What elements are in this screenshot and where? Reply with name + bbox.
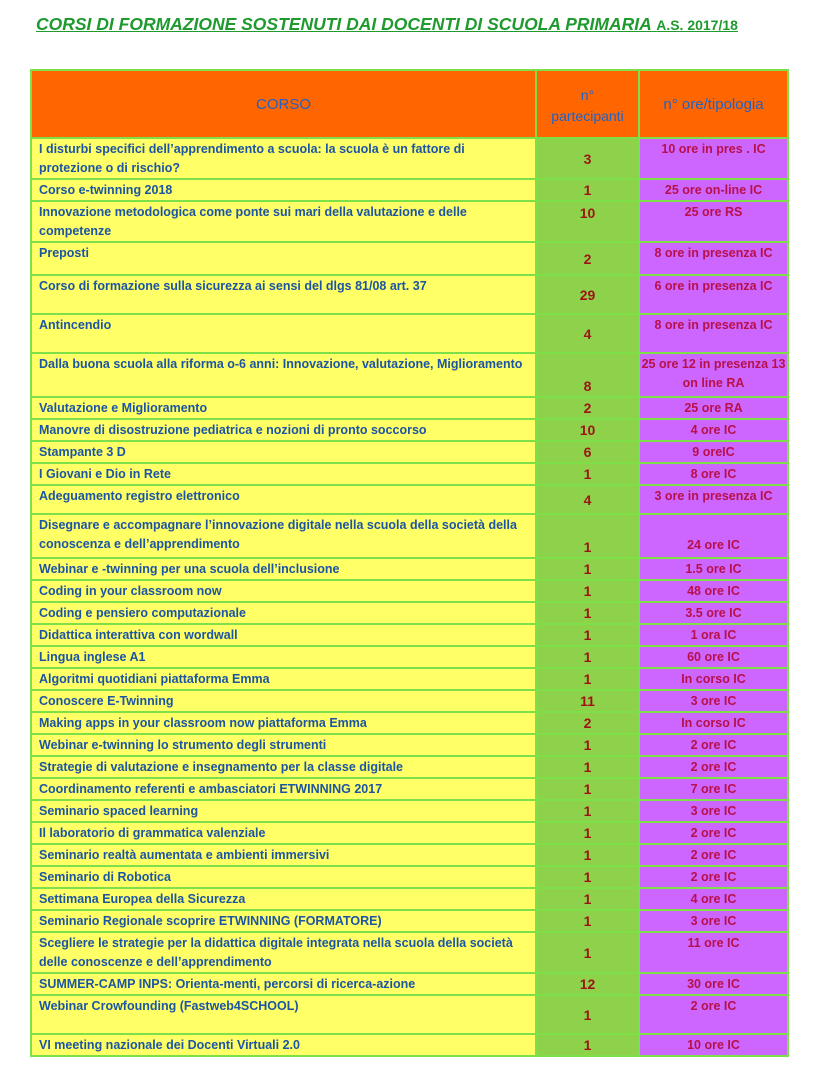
table-row: [31, 888, 788, 910]
participants-cell: 1: [536, 179, 639, 201]
course-cell: Corso di formazione sulla sicurezza ai sensi del dlgs 81/08 art. 37: [31, 275, 536, 314]
hours-cell: 8 ore IC: [639, 463, 788, 485]
table-body: [31, 138, 788, 1056]
course-cell: SUMMER-CAMP INPS: Orienta-menti, percorsi di ricerca-azione: [31, 973, 536, 995]
hours-cell: 25 ore RA: [639, 397, 788, 419]
participants-cell: 1: [536, 602, 639, 624]
table-row: [31, 712, 788, 734]
hours-cell: 8 ore in presenza IC: [639, 242, 788, 275]
course-cell: Valutazione e Miglioramento: [31, 397, 536, 419]
table-row: [31, 353, 788, 397]
course-cell: Disegnare e accompagnare l’innovazione digitale nella scuola della società della conoscenza e dell’apprendimento: [31, 514, 536, 558]
table-row: [31, 602, 788, 624]
hours-cell: 3 ore in presenza IC: [639, 485, 788, 514]
hours-cell: 3.5 ore IC: [639, 602, 788, 624]
table-row: [31, 558, 788, 580]
column-header-course: CORSO: [31, 70, 536, 138]
hours-cell: 4 ore IC: [639, 419, 788, 441]
hours-cell: 60 ore IC: [639, 646, 788, 668]
hours-cell: 6 ore in presenza IC: [639, 275, 788, 314]
table-header-row: [31, 70, 788, 138]
course-cell: Il laboratorio di grammatica valenziale: [31, 822, 536, 844]
course-cell: Conoscere E-Twinning: [31, 690, 536, 712]
course-cell: Scegliere le strategie per la didattica digitale integrata nella scuola della società delle conoscenze e dell’apprendimento: [31, 932, 536, 973]
table-row: [31, 734, 788, 756]
title-year: A.S. 2017/18: [656, 17, 738, 33]
course-cell: Webinar e -twinning per una scuola dell’inclusione: [31, 558, 536, 580]
table-row: [31, 397, 788, 419]
participants-cell: 1: [536, 580, 639, 602]
table-row: [31, 932, 788, 973]
course-cell: Webinar Crowfounding (Fastweb4SCHOOL): [31, 995, 536, 1034]
hours-cell: 2 ore IC: [639, 756, 788, 778]
course-cell: VI meeting nazionale dei Docenti Virtuali 2.0: [31, 1034, 536, 1056]
table-row: [31, 242, 788, 275]
participants-cell: 29: [536, 275, 639, 314]
participants-cell: 1: [536, 778, 639, 800]
table-row: [31, 441, 788, 463]
participants-cell: 1: [536, 514, 639, 558]
participants-cell: 2: [536, 397, 639, 419]
table-row: [31, 910, 788, 932]
table-row: [31, 138, 788, 179]
course-cell: Manovre di disostruzione pediatrica e nozioni di pronto soccorso: [31, 419, 536, 441]
participants-cell: 6: [536, 441, 639, 463]
hours-cell: 25 ore RS: [639, 201, 788, 242]
course-cell: I disturbi specifici dell’apprendimento a scuola: la scuola è un fattore di protezione o di rischio?: [31, 138, 536, 179]
table-row: [31, 800, 788, 822]
table-row: [31, 973, 788, 995]
hours-cell: 2 ore IC: [639, 844, 788, 866]
table-row: [31, 778, 788, 800]
table-row: [31, 1034, 788, 1056]
hours-cell: 24 ore IC: [639, 514, 788, 558]
course-cell: Seminario spaced learning: [31, 800, 536, 822]
participants-cell: 1: [536, 624, 639, 646]
course-cell: Coding in your classroom now: [31, 580, 536, 602]
hours-cell: 2 ore IC: [639, 995, 788, 1034]
table-row: [31, 514, 788, 558]
hours-cell: In corso IC: [639, 668, 788, 690]
hours-cell: 11 ore IC: [639, 932, 788, 973]
course-cell: Antincendio: [31, 314, 536, 353]
participants-cell: 2: [536, 712, 639, 734]
hours-cell: 10 ore IC: [639, 1034, 788, 1056]
course-cell: Coding e pensiero computazionale: [31, 602, 536, 624]
course-cell: Stampante 3 D: [31, 441, 536, 463]
hours-cell: 30 ore IC: [639, 973, 788, 995]
participants-cell: 3: [536, 138, 639, 179]
participants-cell: 1: [536, 668, 639, 690]
hours-cell: 10 ore in pres . IC: [639, 138, 788, 179]
participants-cell: 1: [536, 844, 639, 866]
table-row: [31, 756, 788, 778]
participants-cell: 1: [536, 646, 639, 668]
course-cell: Lingua inglese A1: [31, 646, 536, 668]
participants-cell: 4: [536, 314, 639, 353]
hours-cell: 48 ore IC: [639, 580, 788, 602]
table-row: [31, 668, 788, 690]
hours-cell: In corso IC: [639, 712, 788, 734]
table-row: [31, 995, 788, 1034]
hours-cell: 3 ore IC: [639, 690, 788, 712]
hours-cell: 25 ore on-line IC: [639, 179, 788, 201]
table-row: [31, 463, 788, 485]
course-cell: Seminario di Robotica: [31, 866, 536, 888]
hours-cell: 25 ore 12 in presenza 13 on line RA: [639, 353, 788, 397]
page-title: [36, 14, 738, 35]
course-cell: Webinar e-twinning lo strumento degli strumenti: [31, 734, 536, 756]
participants-cell: 1: [536, 734, 639, 756]
table-row: [31, 844, 788, 866]
column-header-hours: n° ore/tipologia: [639, 70, 788, 138]
hours-cell: 3 ore IC: [639, 800, 788, 822]
participants-cell: 1: [536, 932, 639, 973]
course-cell: Adeguamento registro elettronico: [31, 485, 536, 514]
participants-cell: 10: [536, 201, 639, 242]
table-row: [31, 314, 788, 353]
course-cell: Coordinamento referenti e ambasciatori ETWINNING 2017: [31, 778, 536, 800]
table-row: [31, 624, 788, 646]
table-row: [31, 485, 788, 514]
table-row: [31, 580, 788, 602]
participants-cell: 1: [536, 888, 639, 910]
hours-cell: 2 ore IC: [639, 866, 788, 888]
course-cell: Seminario realtà aumentata e ambienti immersivi: [31, 844, 536, 866]
table-row: [31, 690, 788, 712]
hours-cell: 3 ore IC: [639, 910, 788, 932]
course-cell: Strategie di valutazione e insegnamento per la classe digitale: [31, 756, 536, 778]
participants-cell: 1: [536, 910, 639, 932]
course-cell: Preposti: [31, 242, 536, 275]
hours-cell: 1.5 ore IC: [639, 558, 788, 580]
courses-table: [30, 69, 789, 1057]
participants-cell: 8: [536, 353, 639, 397]
hours-cell: 2 ore IC: [639, 734, 788, 756]
course-cell: Algoritmi quotidiani piattaforma Emma: [31, 668, 536, 690]
participants-cell: 1: [536, 558, 639, 580]
hours-cell: 7 ore IC: [639, 778, 788, 800]
course-cell: Dalla buona scuola alla riforma o-6 anni: Innovazione, valutazione, Miglioramento: [31, 353, 536, 397]
participants-cell: 1: [536, 800, 639, 822]
participants-cell: 1: [536, 995, 639, 1034]
course-cell: Innovazione metodologica come ponte sui mari della valutazione e delle competenze: [31, 201, 536, 242]
table-row: [31, 866, 788, 888]
hours-cell: 9 oreIC: [639, 441, 788, 463]
hours-cell: 2 ore IC: [639, 822, 788, 844]
participants-cell: 1: [536, 822, 639, 844]
participants-cell: 2: [536, 242, 639, 275]
participants-cell: 4: [536, 485, 639, 514]
course-cell: Making apps in your classroom now piattaforma Emma: [31, 712, 536, 734]
hours-cell: 8 ore in presenza IC: [639, 314, 788, 353]
course-cell: Seminario Regionale scoprire ETWINNING (FORMATORE): [31, 910, 536, 932]
hours-cell: 1 ora IC: [639, 624, 788, 646]
column-header-participants: [536, 70, 639, 138]
table-row: [31, 275, 788, 314]
hours-cell: 4 ore IC: [639, 888, 788, 910]
course-cell: Didattica interattiva con wordwall: [31, 624, 536, 646]
table-row: [31, 419, 788, 441]
participants-cell: 1: [536, 866, 639, 888]
participants-cell: 11: [536, 690, 639, 712]
participants-cell: 10: [536, 419, 639, 441]
participants-cell: 1: [536, 1034, 639, 1056]
table-row: [31, 822, 788, 844]
title-main: CORSI DI FORMAZIONE SOSTENUTI DAI DOCENTI DI SCUOLA PRIMARIA: [36, 14, 652, 34]
table-row: [31, 646, 788, 668]
participants-cell: 12: [536, 973, 639, 995]
table-row: [31, 179, 788, 201]
course-cell: I Giovani e Dio in Rete: [31, 463, 536, 485]
participants-header-line2: partecipanti: [551, 108, 624, 124]
table-row: [31, 201, 788, 242]
participants-cell: 1: [536, 756, 639, 778]
course-cell: Settimana Europea della Sicurezza: [31, 888, 536, 910]
participants-cell: 1: [536, 463, 639, 485]
participants-header-line1: n°: [580, 87, 595, 103]
course-cell: Corso e-twinning 2018: [31, 179, 536, 201]
